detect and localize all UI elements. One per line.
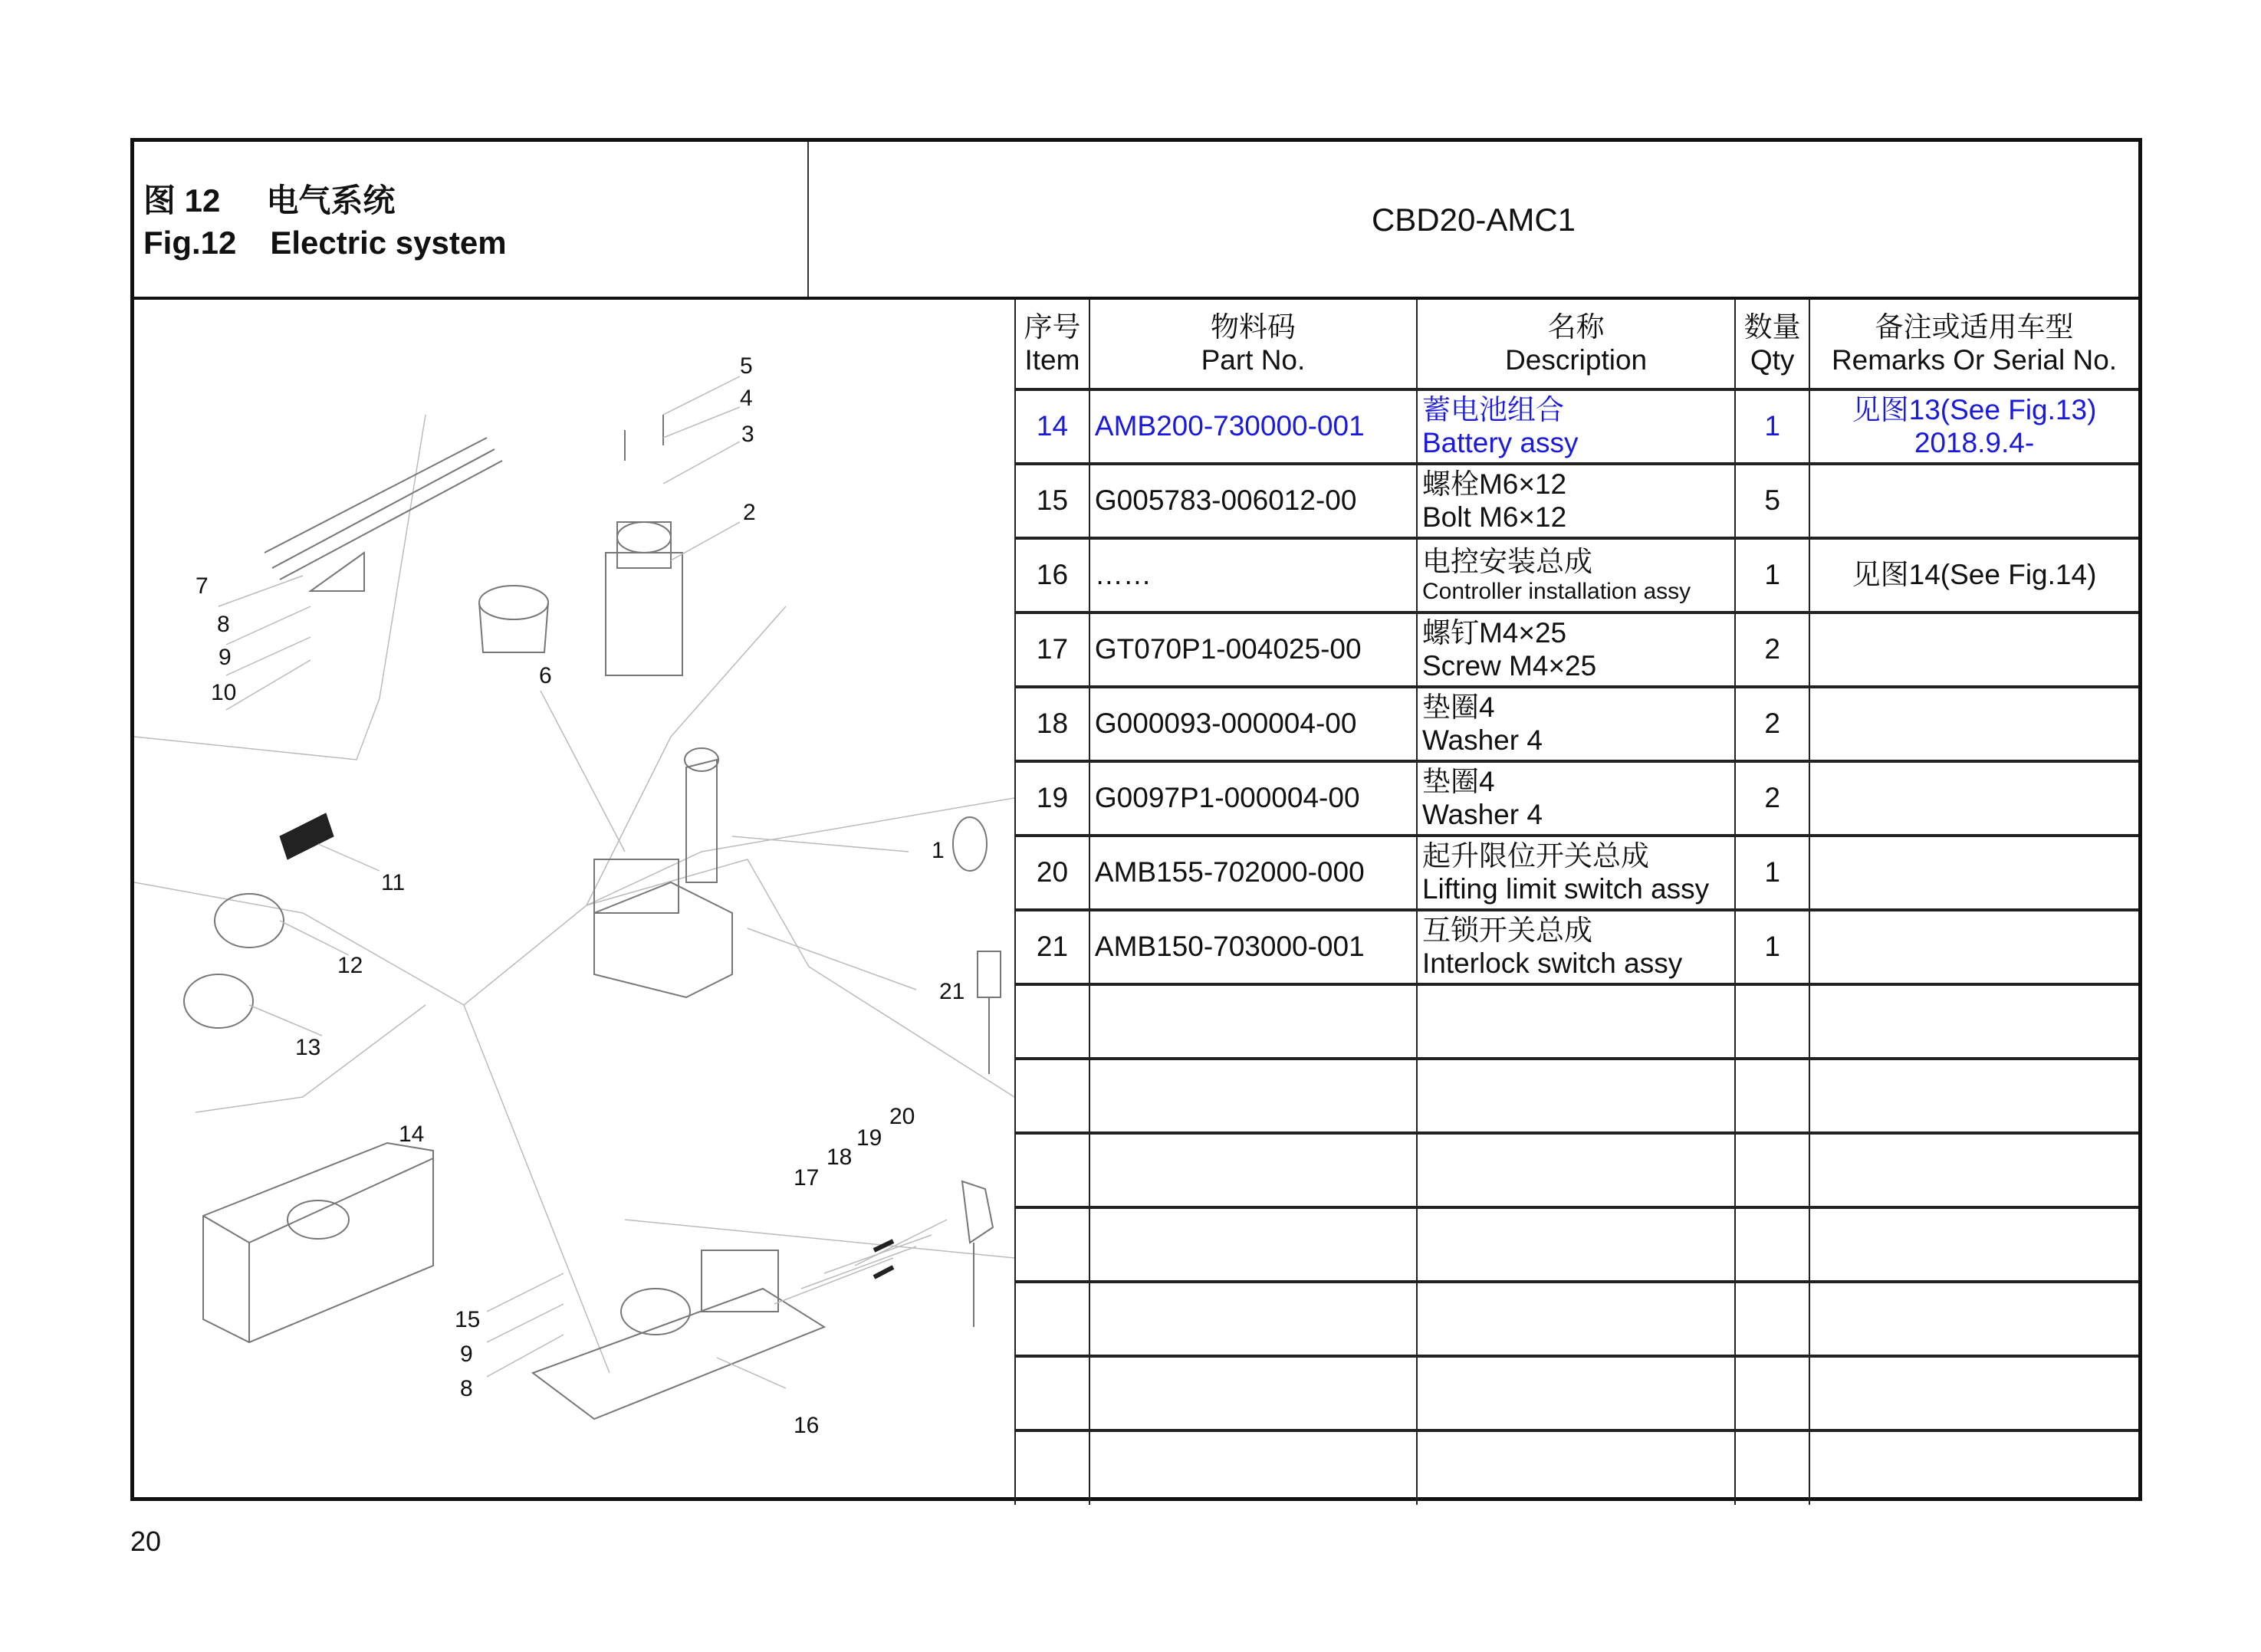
- table-row-empty: [1015, 1430, 2138, 1505]
- switch-part-1: [953, 817, 987, 871]
- callout-20: 20: [889, 1104, 915, 1129]
- callout-3: 3: [741, 422, 754, 447]
- remarks: [1809, 687, 2138, 761]
- table-row: [1015, 464, 2138, 538]
- item-number: 14: [1015, 389, 1089, 464]
- table-row-empty: [1015, 1059, 2138, 1133]
- callout-9: 9: [219, 645, 232, 670]
- empty-cell: [1015, 984, 1089, 1059]
- figure-number-en: Fig.12: [143, 225, 237, 261]
- quantity: 5: [1735, 464, 1809, 538]
- callout-15: 15: [455, 1307, 481, 1332]
- interlock-switch-part: [978, 951, 1001, 1074]
- description-en: Lifting limit switch assy: [1421, 872, 1710, 905]
- quantity: 2: [1735, 687, 1809, 761]
- empty-cell: [1809, 1282, 2138, 1356]
- remarks: [1809, 613, 2138, 687]
- description-cn: 垫圈4: [1421, 765, 1495, 797]
- empty-cell: [1089, 1133, 1417, 1207]
- empty-cell: [1735, 1207, 1809, 1282]
- empty-cell: [1809, 1059, 2138, 1133]
- item-number: 19: [1015, 761, 1089, 836]
- quantity: 1: [1735, 836, 1809, 910]
- header-remarks: 备注或适用车型 Remarks Or Serial No.: [1809, 300, 2138, 389]
- description: [1417, 613, 1735, 687]
- empty-cell: [1809, 1207, 2138, 1282]
- page-number: 20: [130, 1526, 162, 1557]
- description: [1417, 687, 1735, 761]
- table-row: [1015, 389, 2138, 464]
- part-number: G005783-006012-00: [1089, 464, 1417, 538]
- table-header-row: [1015, 300, 2138, 389]
- callout-19: 19: [856, 1125, 882, 1151]
- empty-cell: [1735, 1059, 1809, 1133]
- table-row-empty: [1015, 1282, 2138, 1356]
- header-item: 序号 Item: [1015, 300, 1089, 389]
- empty-cell: [1089, 1207, 1417, 1282]
- callout-16: 16: [794, 1413, 820, 1438]
- part-number: G0097P1-000004-00: [1089, 761, 1417, 836]
- empty-cell: [1015, 1059, 1089, 1133]
- table-row: [1015, 910, 2138, 984]
- empty-cell: [1735, 1356, 1809, 1430]
- controller-installation-part: [533, 1250, 824, 1419]
- callout-7: 7: [196, 573, 209, 599]
- parts-page-frame: [130, 138, 2142, 1501]
- description-en: Washer 4: [1421, 724, 1543, 756]
- item-number: 17: [1015, 613, 1089, 687]
- description: [1417, 464, 1735, 538]
- motor-part-13: [184, 974, 253, 1028]
- empty-cell: [1089, 984, 1417, 1059]
- table-row: [1015, 687, 2138, 761]
- empty-cell: [1015, 1207, 1089, 1282]
- description-en: Bolt M6×12: [1421, 501, 1567, 533]
- remarks: [1809, 836, 2138, 910]
- description: [1417, 836, 1735, 910]
- horn-switch-part: [606, 415, 682, 675]
- figure-number-cn: 图 12: [143, 182, 221, 218]
- description-en: Screw M4×25: [1421, 649, 1597, 681]
- exploded-parts-diagram: [134, 300, 1014, 1501]
- figure-title-en: [143, 225, 507, 261]
- table-row: [1015, 836, 2138, 910]
- item-number: 18: [1015, 687, 1089, 761]
- description-cn: 垫圈4: [1421, 691, 1495, 723]
- description: [1417, 538, 1735, 613]
- empty-cell: [1417, 1356, 1735, 1430]
- header-part-no: 物料码 Part No.: [1089, 300, 1417, 389]
- description-cn: 起升限位开关总成: [1421, 839, 1649, 872]
- description: [1417, 761, 1735, 836]
- empty-cell: [1089, 1430, 1417, 1505]
- diagram-background-lines: [134, 415, 1014, 1373]
- empty-cell: [1089, 1059, 1417, 1133]
- remarks-line-1: 见图13(See Fig.13): [1852, 393, 2097, 425]
- figure-name-en: Electric system: [270, 225, 507, 261]
- description-en: Battery assy: [1421, 426, 1579, 458]
- figure-title-cn: [143, 176, 395, 222]
- table-row-empty: [1015, 1207, 2138, 1282]
- empty-cell: [1735, 1133, 1809, 1207]
- table-row-empty: [1015, 984, 2138, 1059]
- remarks: [1809, 538, 2138, 613]
- callout-12: 12: [337, 953, 363, 978]
- empty-cell: [1089, 1356, 1417, 1430]
- quantity: 1: [1735, 910, 1809, 984]
- callout-10: 10: [211, 680, 237, 705]
- empty-cell: [1417, 1282, 1735, 1356]
- empty-cell: [1015, 1133, 1089, 1207]
- callout-17: 17: [794, 1165, 820, 1191]
- item-number: 20: [1015, 836, 1089, 910]
- table-row-empty: [1015, 1356, 2138, 1430]
- remarks: [1809, 910, 2138, 984]
- quantity: 1: [1735, 538, 1809, 613]
- quantity: 1: [1735, 389, 1809, 464]
- empty-cell: [1417, 1207, 1735, 1282]
- callout-13: 13: [295, 1035, 321, 1060]
- empty-cell: [1809, 984, 2138, 1059]
- table-row: [1015, 761, 2138, 836]
- part-number: AMB155-702000-000: [1089, 836, 1417, 910]
- callout-8: 8: [217, 612, 230, 637]
- callout-2: 2: [743, 500, 756, 525]
- model-number: CBD20-AMC1: [1371, 202, 1576, 238]
- description: [1417, 910, 1735, 984]
- cable-harness-part: [265, 438, 502, 591]
- description-cn: 蓄电池组合: [1421, 393, 1564, 425]
- battery-part: [203, 1143, 433, 1342]
- callout-8-lower: 8: [460, 1376, 473, 1401]
- empty-cell: [1417, 1133, 1735, 1207]
- part-number: GT070P1-004025-00: [1089, 613, 1417, 687]
- part-number: AMB200-730000-001: [1089, 389, 1417, 464]
- empty-cell: [1735, 1430, 1809, 1505]
- callout-9-lower: 9: [460, 1342, 473, 1367]
- part-number: G000093-000004-00: [1089, 687, 1417, 761]
- description-en: Interlock switch assy: [1421, 947, 1683, 979]
- item-number: 21: [1015, 910, 1089, 984]
- empty-cell: [1015, 1356, 1089, 1430]
- remarks-line-1: 见图14(See Fig.14): [1852, 559, 2097, 591]
- description-en: Washer 4: [1421, 798, 1543, 830]
- part-number: ……: [1089, 538, 1417, 613]
- controller-part: [280, 813, 334, 859]
- motor-part-12: [215, 894, 284, 948]
- callout-6: 6: [539, 663, 552, 688]
- item-number: 16: [1015, 538, 1089, 613]
- header-qty: 数量 Qty: [1735, 300, 1809, 389]
- empty-cell: [1809, 1356, 2138, 1430]
- table-row-empty: [1015, 1133, 2138, 1207]
- description: [1417, 389, 1735, 464]
- callout-leaders: [219, 376, 947, 1388]
- callout-5: 5: [740, 353, 753, 379]
- callout-1: 1: [932, 838, 945, 863]
- empty-cell: [1417, 1059, 1735, 1133]
- description-cn: 螺栓M6×12: [1421, 468, 1567, 500]
- battery-meter-part: [479, 586, 548, 652]
- empty-cell: [1089, 1282, 1417, 1356]
- remarks-line-2: 2018.9.4-: [1914, 426, 2035, 458]
- callout-21: 21: [939, 979, 965, 1004]
- callout-11: 11: [381, 870, 406, 895]
- empty-cell: [1809, 1133, 2138, 1207]
- callout-18: 18: [827, 1145, 853, 1170]
- part-number: AMB150-703000-001: [1089, 910, 1417, 984]
- part-drawings: [184, 415, 1001, 1419]
- empty-cell: [1417, 984, 1735, 1059]
- remarks: [1809, 389, 2138, 464]
- header-description: 名称 Description: [1417, 300, 1735, 389]
- callout-14: 14: [399, 1122, 425, 1147]
- parts-list-table: [1014, 300, 2138, 1505]
- figure-name-cn: 电气系统: [266, 182, 396, 218]
- empty-cell: [1735, 984, 1809, 1059]
- description-cn: 电控安装总成: [1421, 545, 1592, 577]
- table-row: [1015, 538, 2138, 613]
- empty-cell: [1015, 1430, 1089, 1505]
- truck-main-assembly: [594, 748, 732, 997]
- remarks: [1809, 761, 2138, 836]
- description-cn: 互锁开关总成: [1421, 914, 1592, 946]
- description-cn: 螺钉M4×25: [1421, 616, 1567, 649]
- empty-cell: [1735, 1282, 1809, 1356]
- remarks: [1809, 464, 2138, 538]
- empty-cell: [1809, 1430, 2138, 1505]
- description-en: Controller installation assy: [1421, 578, 1691, 604]
- table-row: [1015, 613, 2138, 687]
- callout-4: 4: [740, 386, 753, 411]
- empty-cell: [1015, 1282, 1089, 1356]
- item-number: 15: [1015, 464, 1089, 538]
- figure-title-cell: [134, 142, 809, 298]
- quantity: 2: [1735, 761, 1809, 836]
- quantity: 2: [1735, 613, 1809, 687]
- empty-cell: [1417, 1430, 1735, 1505]
